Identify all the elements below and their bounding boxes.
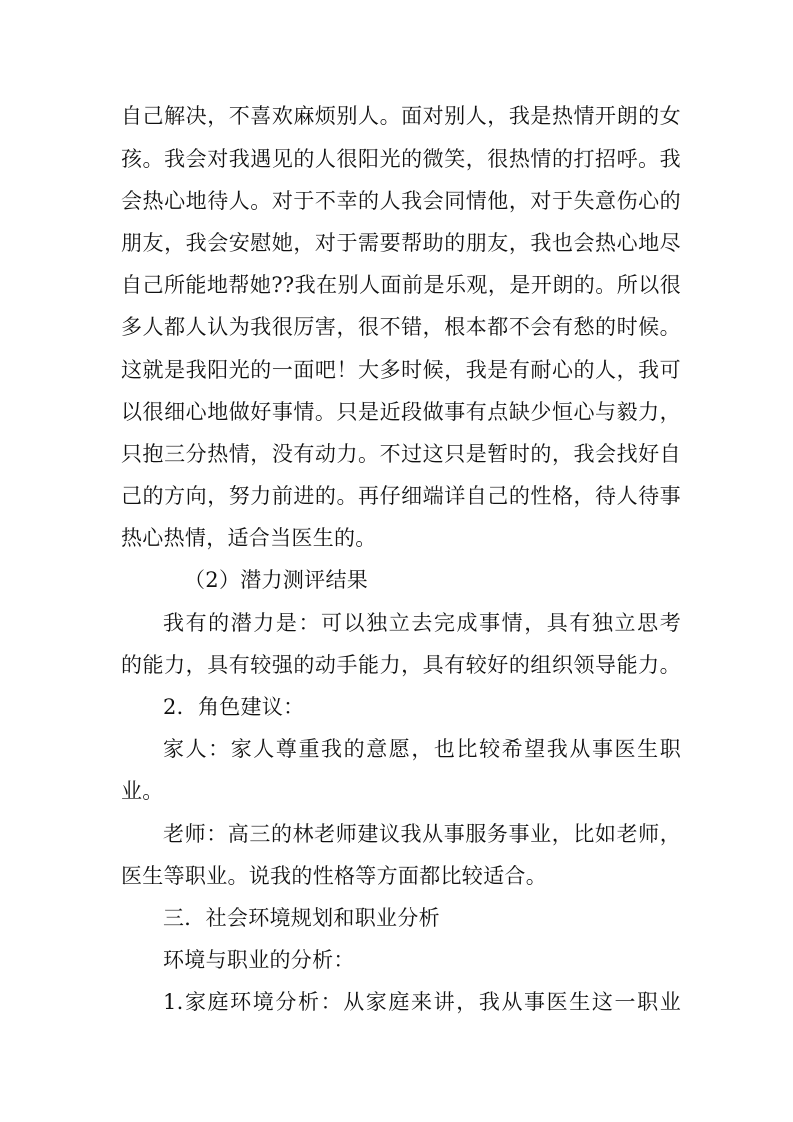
paragraph-line: 医生等职业。说我的性格等方面都比较适合。 [121, 864, 547, 888]
paragraph-line: 老师：高三的林老师建议我从事服务事业，比如老师， [163, 822, 681, 846]
paragraph-line: 我有的潜力是：可以独立去完成事情，具有独立思考 [163, 611, 681, 635]
paragraph-line: 多人都人认为我很厉害，很不错，根本都不会有愁的时候。 [121, 315, 681, 339]
section-heading: （2）潜力测评结果 [184, 568, 369, 592]
paragraph-line: 己的方向，努力前进的。再仔细端详自己的性格，待人待事 [121, 484, 681, 508]
paragraph-line: 1.家庭环境分析：从家庭来讲，我从事医生这一职业 [163, 990, 681, 1014]
paragraph-line: 朋友，我会安慰她，对于需要帮助的朋友，我也会热心地尽 [121, 231, 681, 255]
paragraph-line: 只抱三分热情，没有动力。不过这只是暂时的，我会找好自 [121, 442, 681, 466]
section-heading: 三．社会环境规划和职业分析 [163, 906, 440, 930]
paragraph-line: 环境与职业的分析： [163, 948, 355, 972]
paragraph-line: 会热心地待人。对于不幸的人我会同情他，对于失意伤心的 [121, 189, 681, 213]
paragraph-line: 热心热情，适合当医生的。 [121, 526, 377, 550]
paragraph-line: 以很细心地做好事情。只是近段做事有点缺少恒心与毅力， [121, 400, 681, 424]
paragraph-line: 孩。我会对我遇见的人很阳光的微笑，很热情的打招呼。我 [121, 147, 681, 171]
paragraph-line: 的能力，具有较强的动手能力，具有较好的组织领导能力。 [121, 653, 681, 677]
section-heading: 2．角色建议： [163, 695, 305, 719]
paragraph-line: 业。 [121, 779, 164, 803]
paragraph-line: 家人：家人尊重我的意愿，也比较希望我从事医生职 [163, 737, 681, 761]
paragraph-line: 自己所能地帮她??我在别人面前是乐观，是开朗的。所以很 [121, 273, 681, 297]
paragraph-line: 自己解决，不喜欢麻烦别人。面对别人，我是热情开朗的女 [121, 104, 681, 128]
paragraph-line: 这就是我阳光的一面吧！大多时候，我是有耐心的人，我可 [121, 358, 681, 382]
